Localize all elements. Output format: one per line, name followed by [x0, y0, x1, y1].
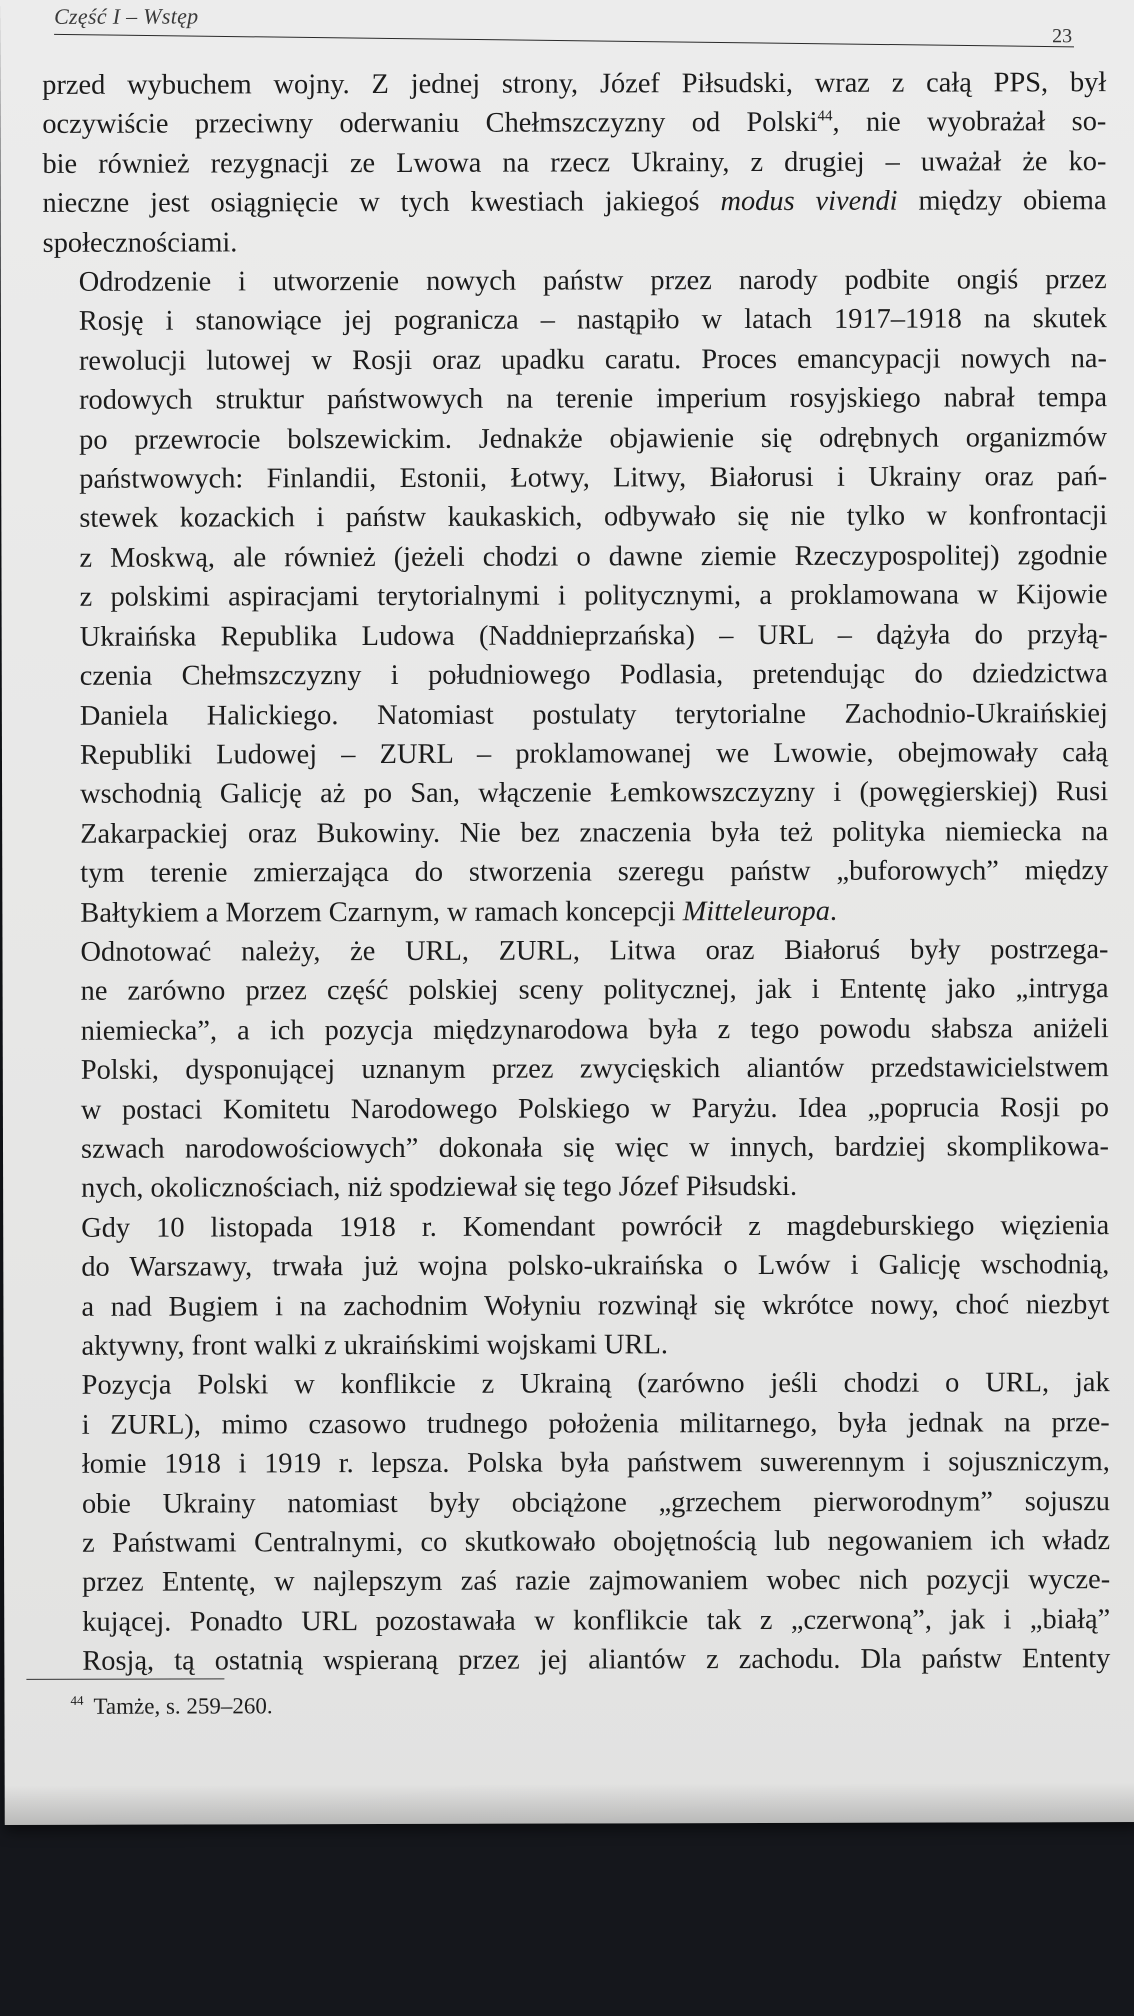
text-line: kującej. Ponadto URL pozostawała w konflikcie tak z „czerwoną”, jak i „białą”: [82, 1603, 1111, 1638]
text-line: Gdy 10 listopada 1918 r. Komendant powrócił z magdeburskiego więzienia: [81, 1209, 1110, 1244]
text-line: niemiecka”, a ich pozycja międzynarodowa była z tego powodu słabsza aniżeli: [80, 1012, 1109, 1047]
text-line: rodowych struktur państwowych na terenie imperium rosyjskiego nabrał tempa: [79, 382, 1108, 417]
text-line: Daniela Halickiego. Natomiast postulaty terytorialne Zachodnio-Ukraińskiej: [79, 697, 1108, 732]
text-segment: nieczne jest osiągnięcie w tych kwestiach jakiegoś: [42, 186, 721, 220]
paragraph-2: [43, 260, 1109, 933]
text-line: stewek kozackich i państw kaukaskich, odbywało się nie tylko w konfrontacji: [79, 500, 1108, 535]
text-line: szwach narodowościowych” dokonała się więc w innych, bardziej skomplikowa-: [80, 1131, 1110, 1165]
header-rule: [54, 34, 1074, 47]
text-line: Polski, dysponującej uznanym przez zwycięskich aliantów przedstawicielstwem: [80, 1052, 1109, 1086]
text-line: z Państwami Centralnymi, co skutkowało obojętnością lub negowaniem ich władz: [82, 1525, 1111, 1559]
footnote-text: Tamże, s. 259–260.: [93, 1693, 273, 1719]
text-line: do Warszawy, trwała już wojna polsko-ukraińska o Lwów i Galicję wschodnią,: [81, 1249, 1110, 1283]
text-line: tym terenie zmierzająca do stworzenia szeregu państw „buforowych” między: [80, 855, 1109, 889]
italic-term: Mitteleuropa: [682, 895, 830, 927]
text-line: z polskimi aspiracjami terytorialnymi i politycznymi, a proklamowana w Kijowie: [79, 579, 1108, 614]
text-segment: Bałtykiem a Morzem Czarnym, w ramach koncepcji: [80, 895, 683, 929]
text-line: Pozycja Polski w konflikcie z Ukrainą (zarówno jeśli chodzi o URL, jak: [81, 1367, 1110, 1402]
text-segment: oczywiście przeciwny oderwaniu Chełmszczyzny od Polski: [42, 107, 818, 141]
body-text: [42, 63, 1110, 1681]
text-line: z Moskwą, ale również (jeżeli chodzi o dawne ziemie Rzeczypospolitej) zgodnie: [79, 539, 1108, 574]
text-line: [44, 891, 1108, 933]
text-segment: , nie wyobrażał so-: [832, 106, 1107, 139]
text-line: przed wybuchem wojny. Z jednej strony, Józef Piłsudski, wraz z całą PPS, był: [42, 67, 1107, 101]
text-line: państwowych: Finlandii, Estonii, Łotwy, Litwy, Białorusi i Ukrainy oraz pań-: [79, 461, 1108, 495]
paragraph-3: [44, 930, 1109, 1209]
text-line: Rosję i stanowiące jej pogranicza – nastąpiło w latach 1917–1918 na skutek: [78, 303, 1107, 338]
text-line: po przewrocie bolszewickim. Jednakże objawienie się odrębnych organizmów: [79, 421, 1108, 456]
text-line: czenia Chełmszczyzny i południowego Podlasia, pretendując do dziedzictwa: [79, 658, 1108, 692]
page-number: 23: [1052, 25, 1073, 48]
paragraph-1: [42, 63, 1107, 263]
text-line: [42, 103, 1106, 145]
text-line: i ZURL), mimo czasowo trudnego położenia militarnego, była jednak na prze-: [81, 1406, 1110, 1441]
text-segment: .: [829, 895, 838, 927]
text-line: przez Ententę, w najlepszym zaś razie zajmowaniem wobec nich pozycji wycze-: [82, 1564, 1111, 1599]
footnote-ref: 44: [817, 108, 833, 125]
footnote-number: 44: [70, 1693, 84, 1709]
text-line: w postaci Komitetu Narodowego Polskiego w Paryżu. Idea „poprucia Rosji po: [80, 1091, 1109, 1126]
running-head: Część I – Wstęp: [54, 3, 199, 29]
text-line: społecznościami.: [42, 227, 238, 259]
text-line: Zakarpackiej oraz Bukowiny. Nie bez znaczenia była też polityka niemiecka na: [80, 815, 1109, 850]
text-line: rewolucji lutowej w Rosji oraz upadku caratu. Proces emancypacji nowych na-: [78, 342, 1107, 377]
paragraph-4: [45, 1206, 1109, 1366]
text-line: [42, 181, 1106, 223]
text-line: łomie 1918 i 1919 r. lepsza. Polska była państwem suwerennym i sojuszniczym,: [81, 1446, 1110, 1481]
text-line: Odrodzenie i utworzenie nowych państw przez narody podbite ongiś przez: [78, 264, 1107, 298]
text-line: bie również rezygnacji ze Lwowa na rzecz Ukrainy, z drugiej – uważał że ko-: [42, 145, 1107, 180]
footnote: [70, 1693, 272, 1720]
paragraph-5: [46, 1364, 1111, 1682]
text-line: obie Ukrainy natomiast były obciążone „grzechem pierworodnym” sojuszu: [81, 1485, 1110, 1520]
text-line: Rosją, tą ostatnią wspieraną przez jej aliantów z zachodu. Dla państw Ententy: [82, 1643, 1111, 1678]
italic-term: modus vivendi: [720, 185, 898, 218]
text-segment: między obiema: [897, 185, 1107, 217]
text-line: ne zarówno przez część polskiej sceny politycznej, jak i Ententę jako „intryga: [80, 973, 1109, 1008]
text-line: wschodnią Galicję aż po San, włączenie Łemkowszczyzny i (powęgierskiej) Rusi: [80, 776, 1109, 811]
text-line: Republiki Ludowej – ZURL – proklamowanej we Lwowie, obejmowały całą: [79, 737, 1109, 771]
text-line: aktywny, front walki z ukraińskimi wojskami URL.: [81, 1329, 668, 1362]
text-line: Odnotować należy, że URL, ZURL, Litwa oraz Białoruś były postrzega-: [80, 934, 1109, 968]
text-line: nych, okolicznościach, niż spodziewał się tego Józef Piłsudski.: [81, 1171, 798, 1205]
text-line: a nad Bugiem i na zachodnim Wołyniu rozwinął się wkrótce nowy, choć niezbyt: [81, 1288, 1110, 1323]
text-line: Ukraińska Republika Ludowa (Naddnieprzańska) – URL – dążyła do przyłą-: [79, 618, 1108, 653]
